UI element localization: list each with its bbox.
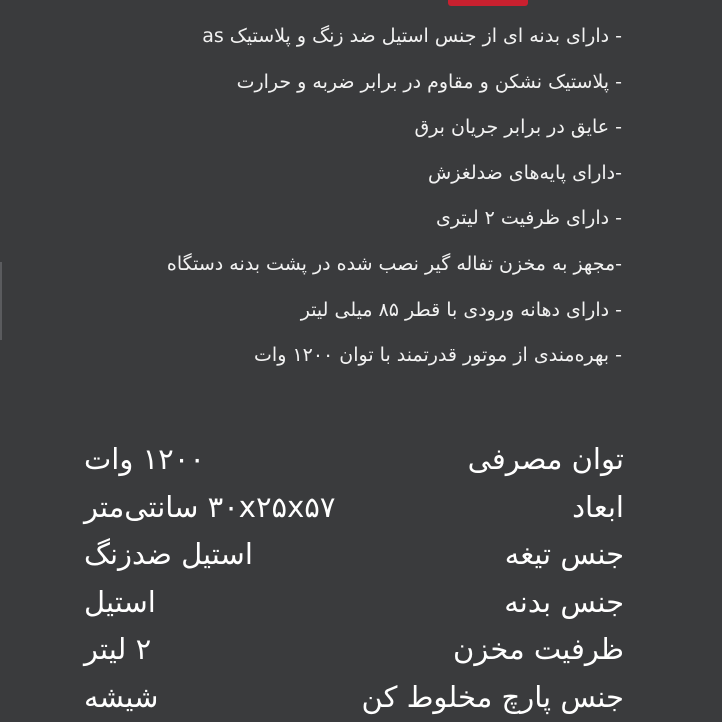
feature-item: - دارای ظرفیت ۲ لیتری: [436, 207, 622, 230]
spec-value: استیل ضدزنگ: [84, 537, 253, 572]
spec-value: ۲ لیتر: [84, 632, 152, 667]
feature-item: - بهره‌مندی از موتور قدرتمند با توان ۱۲۰۰ وات: [254, 344, 622, 367]
spec-row-jar-material: [84, 674, 624, 722]
edge-divider: [0, 262, 2, 340]
spec-row-blade-material: [84, 531, 624, 579]
spec-row-body-material: [84, 579, 624, 627]
feature-item: - پلاستیک نشکن و مقاوم در برابر ضربه و حرارت: [236, 70, 622, 93]
spec-label: جنس تیغه: [504, 537, 624, 572]
spec-label: توان مصرفی: [467, 442, 624, 476]
feature-item: -مجهز به مخزن تفاله گیر نصب شده در پشت بدنه دستگاه: [166, 252, 622, 275]
feature-item: - دارای دهانه ورودی با قطر ۸۵ میلی لیتر: [300, 298, 622, 321]
accent-bar: [448, 0, 528, 6]
spec-value: شیشه: [84, 679, 159, 714]
feature-item: - عایق در برابر جریان برق: [414, 116, 622, 139]
feature-item: -دارای پایه‌های ضدلغزش: [428, 161, 622, 184]
spec-value: ۳۰x۲۵x۵۷ سانتی‌متر: [84, 489, 336, 524]
spec-label: ظرفیت مخزن: [453, 632, 624, 667]
spec-row-power: [84, 436, 624, 484]
feature-item: - دارای بدنه ای از جنس استیل ضد زنگ و پلاستیک as: [202, 25, 622, 47]
spec-value: ۱۲۰۰ وات: [84, 442, 205, 476]
spec-row-dimensions: [84, 484, 624, 532]
specs-table: [84, 436, 624, 722]
spec-label: ابعاد: [572, 489, 624, 524]
spec-label: جنس بدنه: [504, 584, 624, 619]
spec-value: استیل: [84, 584, 156, 619]
spec-label: جنس پارچ مخلوط کن: [361, 679, 624, 714]
spec-row-capacity: [84, 626, 624, 674]
features-list: [22, 14, 622, 379]
